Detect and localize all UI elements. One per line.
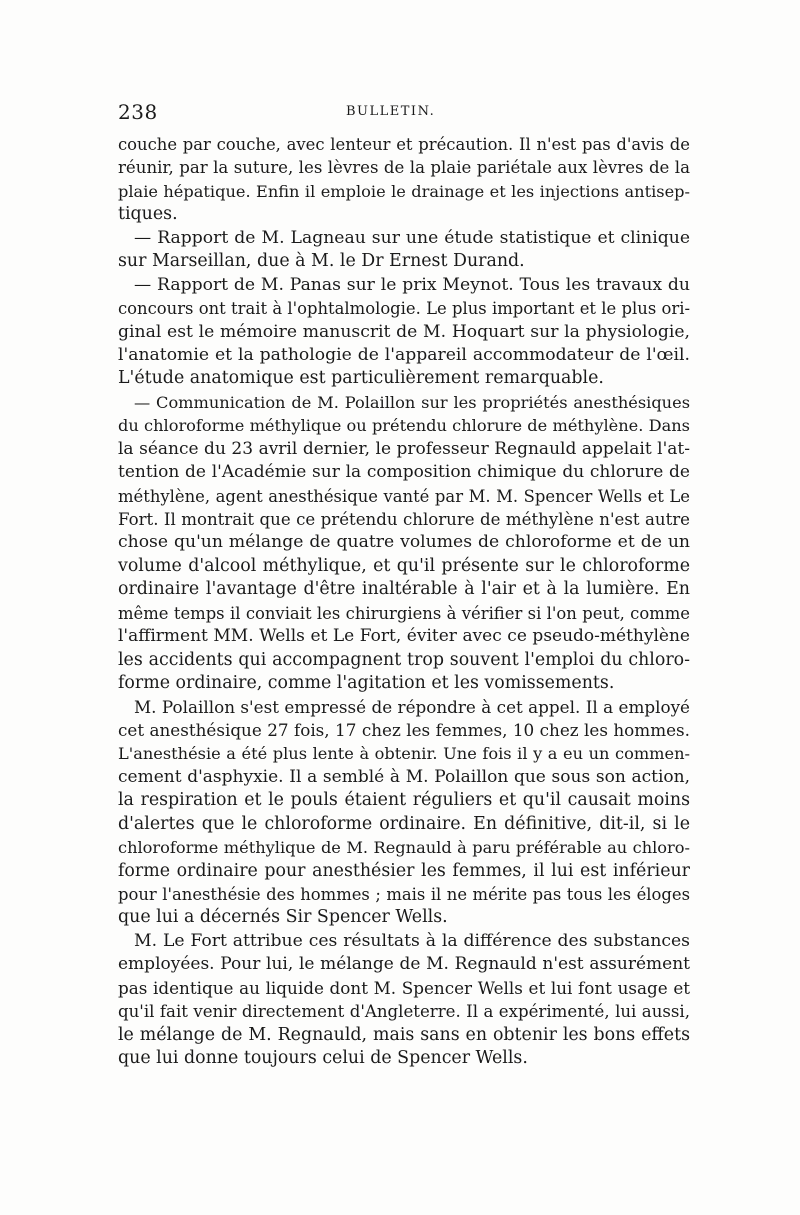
text-line: L'anesthésie a été plus lente à obtenir. Une fois il y a eu un commen- (118, 744, 690, 764)
text-line: M. Le Fort attribue ces résultats à la différence des substances (134, 930, 690, 951)
text-line: tiques. (118, 204, 178, 225)
text-line: Fort. Il montrait que ce prétendu chlorure de méthylène n'est autre (118, 510, 690, 529)
text-line: forme ordinaire, comme l'agitation et les vomissements. (118, 673, 615, 694)
text-line: méthylène, agent anesthésique vanté par M. M. Spencer Wells et Le (118, 486, 690, 506)
text-line: concours ont trait à l'ophtalmologie. Le plus important et le plus ori- (118, 299, 690, 319)
text-line: forme ordinaire pour anesthésier les femmes, il lui est inférieur (118, 860, 690, 881)
text-line: M. Polaillon s'est empressé de répondre à cet appel. Il a employé (134, 696, 690, 717)
text-line: la respiration et le pouls étaient réguliers et qu'il causait moins (118, 790, 690, 811)
text-line: les accidents qui accompagnent trop souvent l'emploi du chloro- (118, 649, 690, 670)
text-line: que lui donne toujours celui de Spencer Wells. (118, 1048, 528, 1069)
text-line: du chloroforme méthylique ou prétendu chlorure de méthylène. Dans (118, 416, 690, 436)
text-line: cet anesthésique 27 fois, 17 chez les femmes, 10 chez les hommes. (118, 719, 690, 740)
text-line: d'alertes que le chloroforme ordinaire. En définitive, dit-il, si le (118, 813, 690, 834)
page-number: 238 (118, 100, 158, 124)
text-line: employées. Pour lui, le mélange de M. Regnauld n'est assurément (118, 954, 690, 975)
text-line: — Rapport de M. Panas sur le prix Meynot. Tous les travaux du (134, 274, 690, 295)
text-line: tention de l'Académie sur la composition chimique du chlorure de (118, 462, 690, 483)
text-line: la séance du 23 avril dernier, le professeur Regnauld appelait l'at- (118, 438, 690, 459)
text-line: réunir, par la suture, les lèvres de la plaie pariétale aux lèvres de la (118, 158, 690, 178)
text-line: que lui a décernés Sir Spencer Wells. (118, 907, 448, 928)
text-line: cement d'asphyxie. Il a semblé à M. Polaillon que sous son action, (118, 766, 690, 787)
text-line: l'affirment MM. Wells et Le Fort, éviter avec ce pseudo-méthylène (118, 626, 690, 647)
text-line: chose qu'un mélange de quatre volumes de chloroforme et de un (118, 532, 690, 553)
text-line: ginal est le mémoire manuscrit de M. Hoquart sur la physiologie, (118, 321, 690, 342)
text-line: ordinaire l'avantage d'être inaltérable à l'air et à la lumière. En (118, 579, 690, 600)
text-line: volume d'alcool méthylique, et qu'il présente sur le chloroforme (118, 555, 690, 576)
page-header (118, 100, 690, 126)
text-line: le mélange de M. Regnauld, mais sans en obtenir les bons effets (118, 1024, 690, 1045)
body-text (118, 133, 690, 1071)
text-line: qu'il fait venir directement d'Angleterre. Il a expérimenté, lui aussi, (118, 1002, 690, 1022)
text-line: — Rapport de M. Lagneau sur une étude statistique et clinique (134, 227, 690, 248)
text-line: pas identique au liquide dont M. Spencer Wells et lui font usage et (118, 977, 690, 998)
text-line: pour l'anesthésie des hommes ; mais il ne mérite pas tous les éloges (118, 885, 690, 904)
text-line: chloroforme méthylique de M. Regnauld à paru préférable au chloro- (118, 838, 690, 858)
text-line: plaie hépatique. Enfin il emploie le drainage et les injections antisep- (118, 181, 690, 201)
text-line: couche par couche, avec lenteur et précaution. Il n'est pas d'avis de (118, 135, 690, 154)
text-line: — Communication de M. Polaillon sur les propriétés anesthésiques (134, 392, 690, 412)
text-line: l'anatomie et la pathologie de l'appareil accommodateur de l'œil. (118, 344, 690, 365)
text-line: sur Marseillan, due à M. le Dr Ernest Durand. (118, 251, 525, 272)
text-line: même temps il conviait les chirurgiens à vérifier si l'on peut, comme (118, 603, 690, 623)
text-line: L'étude anatomique est particulièrement remarquable. (118, 368, 604, 389)
running-head: BULLETIN. (346, 104, 436, 119)
